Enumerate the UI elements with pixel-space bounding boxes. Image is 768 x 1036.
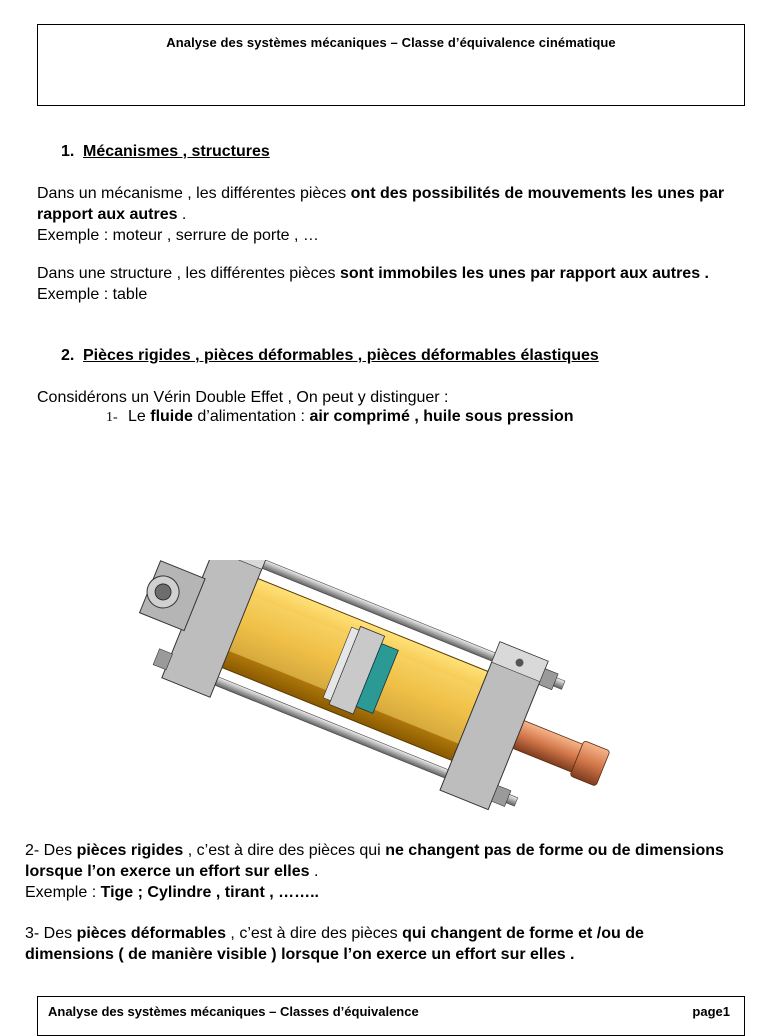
p5-text-1: 3- Des [25,925,77,942]
paragraph-structure [37,263,737,305]
p5-bold-2: qui changent de forme et /ou de dimensions ( de manière visible ) lorsque l’on exerce un effort sur elles . [25,925,644,963]
para1-end: . [177,206,187,223]
header-box [37,24,745,106]
p4-example-label: Exemple : [25,884,101,901]
fluide-bold-1: fluide [150,408,193,425]
paragraph-verin-intro [37,387,737,408]
section-1-title: Mécanismes , structures [83,143,270,160]
para2-example: Exemple : table [37,286,148,303]
section-2-number: 2. [61,347,75,364]
footer-box [37,996,745,1036]
p4-example-bold: Tige ; Cylindre , tirant , …….. [100,884,319,901]
footer-title: Analyse des systèmes mécaniques – Classes d’équivalence [48,1004,419,1019]
p4-text-3: . [309,863,319,880]
list-marker: 1- [106,410,118,425]
verin-intro: Considérons un Vérin Double Effet , On peut y distinguer : [37,389,449,406]
paragraph-pieces-deformables [25,923,737,965]
para1-example: Exemple : moteur , serrure de porte , … [37,227,319,244]
p5-bold-1: pièces déformables [76,925,226,942]
para1-text: Dans un mécanisme , les différentes pièces [37,185,351,202]
page-number: page1 [692,1004,730,1019]
double-acting-cylinder-illustration [120,560,640,810]
para2-text: Dans une structure , les différentes pièces [37,265,340,282]
fluide-text-1: Le [128,408,151,425]
fluide-bold-2: air comprimé , huile sous pression [309,408,574,425]
section-2-title: Pièces rigides , pièces déformables , pièces déformables élastiques [83,347,599,364]
header-title: Analyse des systèmes mécaniques – Classe d’équivalence cinématique [166,35,616,50]
p5-text-2: , c’est à dire des pièces [225,925,403,942]
paragraph-pieces-rigides [25,840,737,903]
section-2-heading [61,347,599,365]
p4-bold-2: ne changent pas de forme ou de dimensions lorsque l’on exerce un effort sur elles [25,842,724,880]
p4-text-1: 2- Des [25,842,77,859]
p4-text-2: , c’est à dire des pièces qui [183,842,386,859]
section-1-number: 1. [61,143,75,160]
para2-bold: sont immobiles les unes par rapport aux autres . [339,265,709,282]
p4-bold-1: pièces rigides [76,842,184,859]
section-1-heading [61,143,270,161]
para1-bold: ont des possibilités de mouvements les unes par rapport aux autres [37,185,725,223]
fluide-text-2: d’alimentation : [192,408,310,425]
list-item-fluide [106,408,574,426]
paragraph-mecanisme [37,183,737,246]
